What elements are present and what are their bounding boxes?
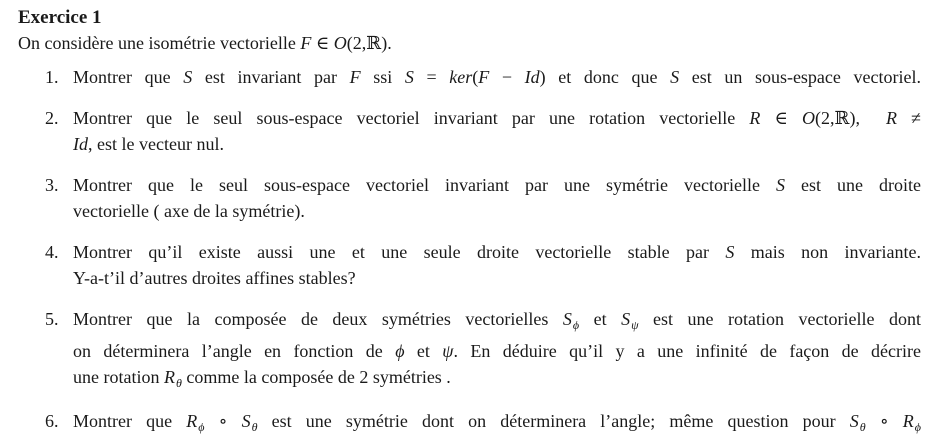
text-segment: ), <box>849 108 860 128</box>
text-segment: − <box>489 67 525 87</box>
text-segment: une rotation <box>73 367 164 387</box>
text-segment: ∘ <box>865 411 903 431</box>
text-line <box>73 338 921 364</box>
text-line <box>73 239 921 265</box>
item-number: 3. <box>45 175 59 195</box>
text-segment: Montrer que le seul sous-espace vectoriel invariant par une symétrie vectorielle <box>73 175 776 195</box>
text-line <box>73 105 921 131</box>
text-segment: ∘ <box>204 411 242 431</box>
text-segment: , est le vecteur nul. <box>88 134 224 154</box>
math-symbol: F <box>478 67 490 87</box>
text-line <box>73 172 921 198</box>
text-segment: Montrer que <box>73 411 187 431</box>
item-body <box>73 105 921 157</box>
text-segment: (2, <box>815 108 835 128</box>
math-subscript: θ <box>175 376 182 390</box>
text-segment: On considère une isométrie vectorielle <box>18 33 301 53</box>
text-segment: ∈ <box>760 108 802 128</box>
text-line <box>73 364 921 396</box>
math-symbol: S <box>725 242 735 262</box>
text-line <box>73 198 921 224</box>
item-number: 6. <box>45 411 59 431</box>
text-segment: est un sous-espace vectoriel. <box>679 67 921 87</box>
math-symbol: F <box>349 67 361 87</box>
math-symbol: ψ <box>442 341 454 361</box>
text-segment: mais non invariante. <box>734 242 921 262</box>
text-line <box>73 64 921 90</box>
text-segment: ∈ <box>311 33 334 53</box>
text-segment: est une droite <box>784 175 921 195</box>
text-segment: est invariant par <box>192 67 350 87</box>
text-segment: comme la composée de 2 symétries . <box>181 367 451 387</box>
text-segment: ) et donc que <box>539 67 671 87</box>
item-number: 4. <box>45 242 59 262</box>
exercise-item <box>18 105 921 157</box>
text-segment: et <box>579 309 622 329</box>
exercise-item <box>18 172 921 224</box>
item-number: 2. <box>45 108 59 128</box>
text-segment: on déterminera l’angle en fonction de <box>73 341 396 361</box>
math-symbol: S <box>562 309 572 329</box>
text-segment: est une symétrie dont on déterminera l’angle; même question pour <box>257 411 850 431</box>
math-symbol: ϕ <box>395 341 405 361</box>
math-subscript: ϕ <box>572 318 580 332</box>
text-segment: . En déduire qu’il y a une infinité de façon de décrire <box>453 341 922 361</box>
math-symbol: R <box>163 367 175 387</box>
text-segment: ). <box>381 33 392 53</box>
text-segment: Y-a-t’il d’autres droites affines stables? <box>73 268 356 288</box>
math-subscript: ϕ <box>198 420 205 434</box>
text-line <box>73 306 921 338</box>
math-symbol: F <box>300 33 312 53</box>
math-symbol: S <box>621 309 631 329</box>
math-symbol: S <box>404 67 414 87</box>
math-symbol: S <box>241 411 251 431</box>
text-segment: Montrer que le seul sous-espace vectoriel invariant par une rotation vectorielle <box>73 108 750 128</box>
text-segment: Montrer qu’il existe aussi une et une seule droite vectorielle stable par <box>73 242 726 262</box>
math-subscript: θ <box>251 420 258 434</box>
math-subscript: θ <box>859 420 866 434</box>
math-subscript: ϕ <box>914 420 921 434</box>
math-symbol: O <box>802 108 815 128</box>
exercise-title: Exercice 1 <box>18 7 102 28</box>
exercise-item <box>18 306 921 396</box>
math-symbol: S <box>670 67 680 87</box>
item-body <box>73 306 921 396</box>
exercise-item <box>18 239 921 291</box>
math-symbol: R <box>749 108 761 128</box>
text-segment: vectorielle ( axe de la symétrie). <box>73 201 305 221</box>
math-symbol: ker <box>449 67 473 87</box>
math-symbol: R <box>885 108 897 128</box>
text-segment: Montrer que la composée de deux symétries vectorielles <box>73 309 563 329</box>
text-line <box>73 265 921 291</box>
item-body <box>73 408 921 440</box>
item-number: 1. <box>45 67 59 87</box>
math-symbol: R <box>902 411 914 431</box>
item-body <box>73 172 921 224</box>
text-segment: ℝ <box>834 108 850 128</box>
math-symbol: S <box>849 411 859 431</box>
item-body <box>73 239 921 291</box>
math-subscript: ψ <box>631 318 639 332</box>
text-segment: = <box>413 67 450 87</box>
math-symbol: Id <box>73 134 88 154</box>
text-segment: et <box>404 341 443 361</box>
item-number: 5. <box>45 309 59 329</box>
text-line <box>73 131 921 157</box>
math-symbol: O <box>333 33 347 53</box>
math-symbol: S <box>775 175 785 195</box>
text-segment: (2, <box>346 33 367 53</box>
exercise-item <box>18 64 921 90</box>
text-segment: ( <box>472 67 479 87</box>
math-symbol: R <box>186 411 198 431</box>
text-segment: Montrer que <box>73 67 184 87</box>
exercise-intro <box>18 30 921 56</box>
text-segment: ssi <box>360 67 405 87</box>
math-symbol: S <box>183 67 193 87</box>
exercise-list <box>18 64 921 440</box>
exercise-item <box>18 408 921 440</box>
item-body <box>73 64 921 90</box>
text-line <box>73 408 921 440</box>
text-segment: est une rotation vectorielle dont <box>638 309 921 329</box>
math-symbol: Id <box>524 67 540 87</box>
text-segment: ℝ <box>366 33 382 53</box>
text-segment: ≠ <box>896 108 921 128</box>
